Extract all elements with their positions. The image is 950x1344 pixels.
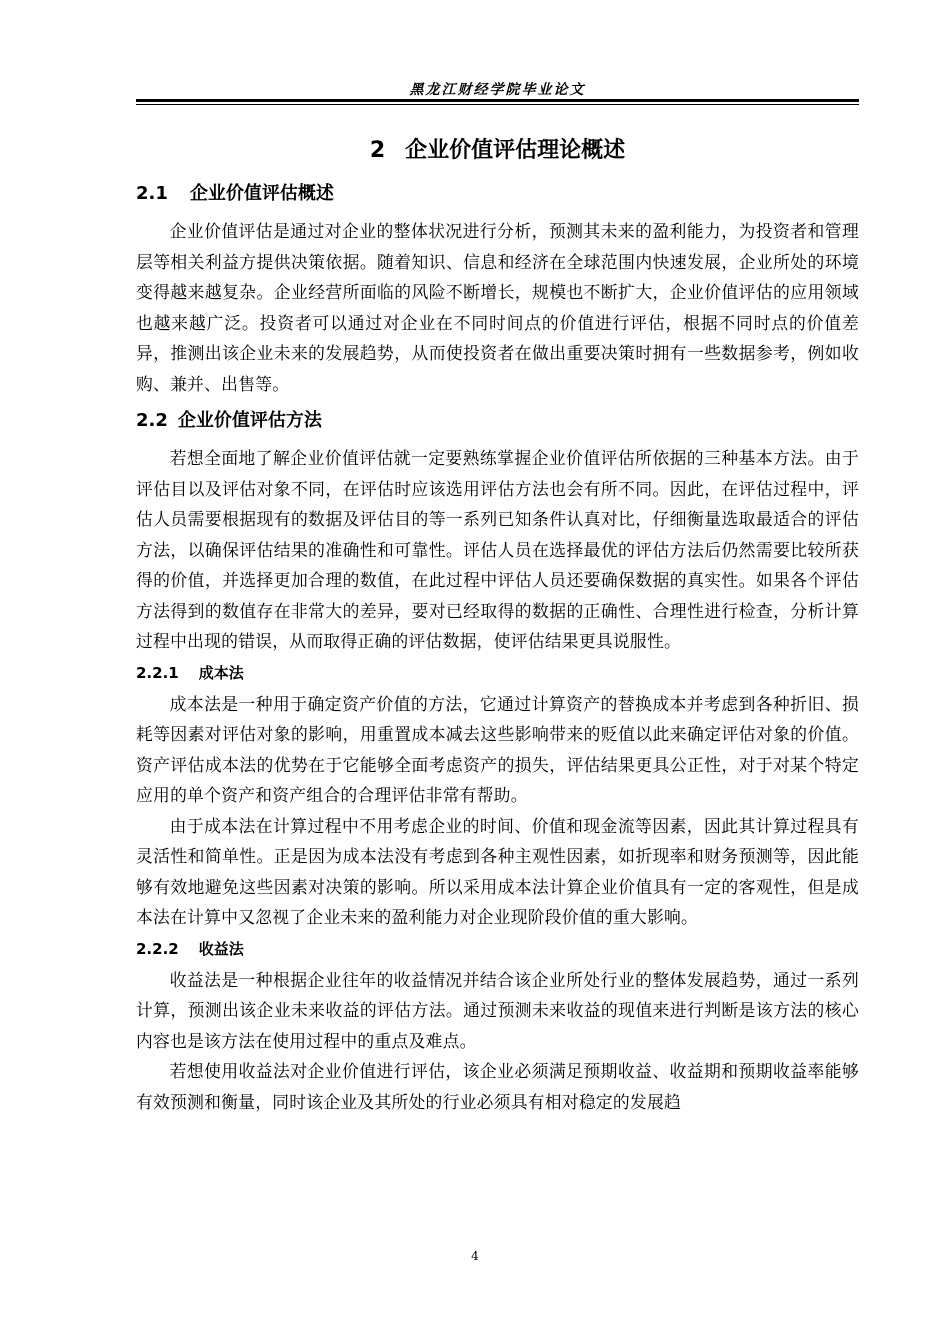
section-number: 2.2 xyxy=(136,410,168,431)
section-title: 企业价值评估概述 xyxy=(189,183,334,204)
paragraph: 成本法是一种用于确定资产价值的方法，它通过计算资产的替换成本并考虑到各种折旧、损耗等因素对评估对象的影响，用重置成本减去这些影响带来的贬值以此来确定评估对象的价值。资产评估成本法的优势在于它能够全面考虑资产的损失，评估结果更具公正性，对于对某个特定应用的单个资产和资产组合的合理评估非常有帮助。 xyxy=(136,693,859,805)
running-header: 黑龙江财经学院毕业论文 xyxy=(409,82,586,98)
page-number: 4 xyxy=(471,1249,479,1263)
paragraph: 由于成本法在计算过程中不用考虑企业的时间、价值和现金流等因素，因此其计算过程具有灵活性和简单性。正是因为成本法没有考虑到各种主观性因素，如折现率和财务预测等，因此能够有效地避免这些因素对决策的影响。所以采用成本法计算企业价值具有一定的客观性，但是成本法在计算中又忽视了企业未来的盈利能力对企业现阶段价值的重大影响。 xyxy=(136,815,859,927)
chapter-number: 2 xyxy=(369,138,386,163)
chapter-title-text: 企业价值评估理论概述 xyxy=(405,138,626,163)
section-heading-2-2 xyxy=(136,399,859,443)
section-number: 2.1 xyxy=(136,183,168,204)
subsection-title: 成本法 xyxy=(198,663,244,682)
subsection-number: 2.2.1 xyxy=(136,663,179,682)
paragraph: 若想使用收益法对企业价值进行评估，该企业必须满足预期收益、收益期和预期收益率能够有效预测和衡量，同时该企业及其所处的行业必须具有相对稳定的发展趋 xyxy=(136,1061,859,1112)
chapter-title xyxy=(136,130,859,172)
subsection-heading-2-2-2 xyxy=(136,933,859,965)
section-title: 企业价值评估方法 xyxy=(177,410,322,431)
subsection-heading-2-2-1 xyxy=(136,657,859,689)
paragraph: 企业价值评估是通过对企业的整体状况进行分析，预测其未来的盈利能力，为投资者和管理层等相关利益方提供决策依据。随着知识、信息和经济在全球范围内快速发展，企业所处的环境变得越来越复杂。企业经营所面临的风险不断增长，规模也不断扩大，企业价值评估的应用领域也越来越广泛。投资者可以通过对企业在不同时间点的价值进行评估，根据不同时点的价值差异，推测出该企业未来的发展趋势，从而使投资者在做出重要决策时拥有一些数据参考，例如收购、兼并、出售等。 xyxy=(136,221,859,394)
subsection-title: 收益法 xyxy=(198,939,244,958)
section-heading-2-1 xyxy=(136,172,859,216)
header-rule-thin xyxy=(136,104,859,105)
page-content xyxy=(136,130,859,1117)
header-rule-thick xyxy=(136,99,859,102)
paragraph: 收益法是一种根据企业往年的收益情况并结合该企业所处行业的整体发展趋势，通过一系列计算，预测出该企业未来收益的评估方法。通过预测未来收益的现值来进行判断是该方法的核心内容也是该方法在使用过程中的重点及难点。 xyxy=(136,969,859,1051)
paragraph: 若想全面地了解企业价值评估就一定要熟练掌握企业价值评估所依据的三种基本方法。由于评估目以及评估对象不同，在评估时应该选用评估方法也会有所不同。因此，在评估过程中，评估人员需要根据现有的数据及评估目的等一系列已知条件认真对比，仔细衡量选取最适合的评估方法，以确保评估结果的准确性和可靠性。评估人员在选择最优的评估方法后仍然需要比较所获得的价值，并选择更加合理的数值，在此过程中评估人员还要确保数据的真实性。如果各个评估方法得到的数值存在非常大的差异，要对已经取得的数据的正确性、合理性进行检查，分析计算过程中出现的错误，从而取得正确的评估数据，使评估结果更具说服性。 xyxy=(136,448,859,651)
subsection-number: 2.2.2 xyxy=(136,939,179,958)
